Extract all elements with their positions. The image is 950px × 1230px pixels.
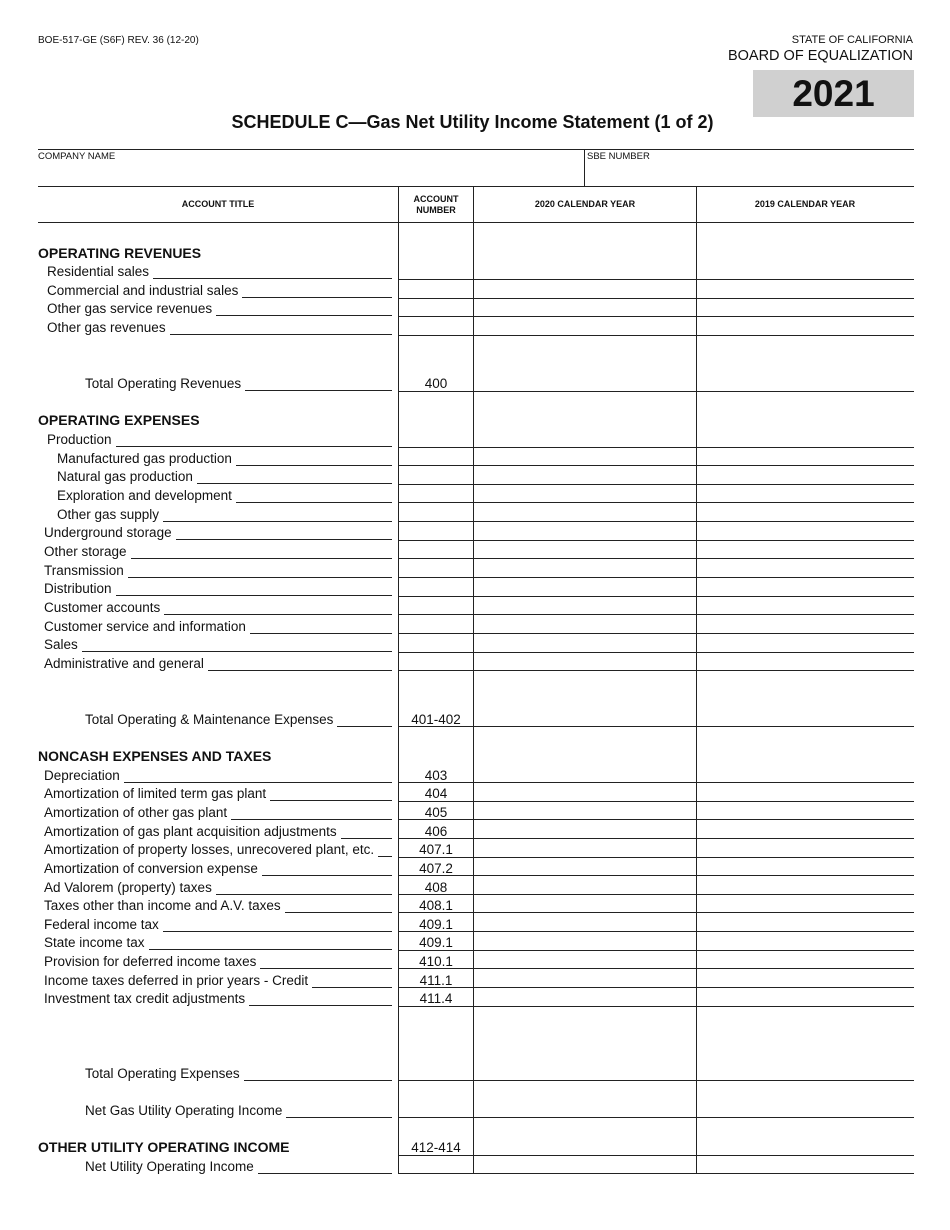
row-rule bbox=[398, 1117, 914, 1118]
fill-line bbox=[258, 1173, 392, 1174]
row-rule bbox=[398, 298, 914, 299]
row-rule bbox=[398, 875, 914, 876]
row-rule bbox=[398, 1080, 914, 1081]
fill-line bbox=[164, 614, 392, 615]
fill-line bbox=[378, 856, 392, 857]
account-number: 409.1 bbox=[419, 935, 453, 950]
row-rule bbox=[398, 652, 914, 653]
row-label: Other gas service revenues bbox=[47, 301, 213, 316]
row-rule bbox=[398, 670, 914, 671]
section-other-utility-income: OTHER UTILITY OPERATING INCOME bbox=[38, 1139, 290, 1155]
row-label: Amortization of other gas plant bbox=[44, 805, 228, 820]
row-label: Other gas supply bbox=[57, 507, 160, 522]
row-rule bbox=[398, 502, 914, 503]
fill-line bbox=[341, 838, 392, 839]
row-rule bbox=[398, 931, 914, 932]
row-label: Provision for deferred income taxes bbox=[44, 954, 257, 969]
fill-line bbox=[163, 931, 392, 932]
row-label: Amortization of property losses, unrecovered plant, etc. bbox=[44, 842, 375, 857]
fill-line bbox=[312, 987, 392, 988]
row-label: Income taxes deferred in prior years - Credit bbox=[44, 973, 309, 988]
top-rule bbox=[38, 149, 914, 150]
account-number: 403 bbox=[424, 768, 448, 783]
row-label: Investment tax credit adjustments bbox=[44, 991, 246, 1006]
row-label: Ad Valorem (property) taxes bbox=[44, 880, 212, 895]
account-number: 405 bbox=[424, 805, 448, 820]
row-rule bbox=[398, 1155, 914, 1156]
fill-line bbox=[163, 521, 392, 522]
fill-line bbox=[116, 595, 392, 596]
fill-line bbox=[208, 670, 392, 671]
row-label: Customer accounts bbox=[44, 600, 161, 615]
net-utility-income-label: Net Utility Operating Income bbox=[85, 1159, 254, 1174]
row-rule bbox=[398, 614, 914, 615]
row-label: Distribution bbox=[44, 581, 112, 596]
account-number: 409.1 bbox=[419, 917, 453, 932]
row-label: Administrative and general bbox=[44, 656, 204, 671]
total-label: Total Operating Revenues bbox=[85, 376, 242, 391]
row-label: Natural gas production bbox=[57, 469, 193, 484]
state-name: STATE OF CALIFORNIA bbox=[791, 34, 913, 46]
row-rule bbox=[398, 782, 914, 783]
account-number: 408 bbox=[424, 880, 448, 895]
total-label: Total Operating & Maintenance Expenses bbox=[85, 712, 334, 727]
row-rule bbox=[398, 801, 914, 802]
row-rule bbox=[398, 819, 914, 820]
sbe-number-label: SBE NUMBER bbox=[587, 151, 650, 162]
fill-line bbox=[131, 558, 392, 559]
fill-line bbox=[124, 782, 392, 783]
row-label: Other storage bbox=[44, 544, 127, 559]
section-operating-revenues: OPERATING REVENUES bbox=[38, 245, 202, 261]
row-label: Amortization of conversion expense bbox=[44, 861, 258, 876]
header-bottom-rule bbox=[38, 222, 914, 223]
row-label: Production bbox=[47, 432, 112, 447]
account-number: 404 bbox=[424, 786, 448, 801]
account-number: 411.1 bbox=[419, 973, 453, 988]
row-rule bbox=[398, 894, 914, 895]
account-number: 407.2 bbox=[419, 861, 453, 876]
row-label: Other gas revenues bbox=[47, 320, 166, 335]
col-account-number: ACCOUNT NUMBER bbox=[413, 194, 459, 215]
fill-line bbox=[231, 819, 392, 820]
fill-line bbox=[236, 465, 392, 466]
row-rule bbox=[398, 596, 914, 597]
row-label: Manufactured gas production bbox=[57, 451, 232, 466]
page-title: SCHEDULE C—Gas Net Utility Income Statement (1 of 2) bbox=[231, 112, 714, 132]
col-2020: 2020 CALENDAR YEAR bbox=[534, 199, 636, 209]
company-name-field[interactable] bbox=[38, 163, 583, 184]
fill-line bbox=[176, 539, 392, 540]
fill-line bbox=[149, 949, 392, 950]
account-number: 412-414 bbox=[411, 1140, 461, 1155]
row-label: State income tax bbox=[44, 935, 145, 950]
account-number: 407.1 bbox=[419, 842, 453, 857]
row-rule bbox=[398, 447, 914, 448]
fill-line bbox=[216, 894, 392, 895]
fill-line bbox=[244, 1080, 392, 1081]
col-2019: 2019 CALENDAR YEAR bbox=[754, 199, 856, 209]
company-sbe-divider bbox=[584, 149, 585, 186]
row-label: Transmission bbox=[44, 563, 124, 578]
fill-line bbox=[116, 446, 392, 447]
row-label: Residential sales bbox=[47, 264, 150, 279]
row-rule bbox=[398, 540, 914, 541]
account-number: 411.4 bbox=[419, 991, 453, 1006]
account-number: 410.1 bbox=[419, 954, 453, 969]
row-rule bbox=[398, 465, 914, 466]
fill-line bbox=[260, 968, 392, 969]
fill-line bbox=[245, 390, 392, 391]
row-label: Amortization of gas plant acquisition adjustments bbox=[44, 824, 337, 839]
section-operating-expenses: OPERATING EXPENSES bbox=[38, 412, 200, 428]
company-name-label: COMPANY NAME bbox=[38, 151, 116, 162]
row-label: Federal income tax bbox=[44, 917, 159, 932]
net-gas-utility-income-label: Net Gas Utility Operating Income bbox=[85, 1103, 283, 1118]
fill-line bbox=[286, 1117, 392, 1118]
row-rule bbox=[398, 987, 914, 988]
account-number: 400 bbox=[424, 376, 448, 391]
fill-line bbox=[262, 875, 392, 876]
row-rule bbox=[398, 316, 914, 317]
account-number: 408.1 bbox=[419, 898, 453, 913]
row-label: Taxes other than income and A.V. taxes bbox=[44, 898, 281, 913]
row-rule bbox=[398, 391, 914, 392]
row-label: Customer service and information bbox=[44, 619, 246, 634]
fill-line bbox=[128, 577, 392, 578]
form-number: BOE-517-GE (S6F) REV. 36 (12-20) bbox=[38, 35, 199, 46]
row-rule bbox=[398, 279, 914, 280]
row-label: Sales bbox=[44, 637, 78, 652]
fill-line bbox=[153, 278, 392, 279]
row-label: Exploration and development bbox=[57, 488, 232, 503]
board-name: BOARD OF EQUALIZATION bbox=[727, 48, 913, 64]
row-rule bbox=[398, 577, 914, 578]
col-account-title: ACCOUNT TITLE bbox=[181, 199, 255, 209]
row-rule bbox=[398, 633, 914, 634]
account-number: 406 bbox=[424, 824, 448, 839]
row-rule bbox=[398, 726, 914, 727]
row-rule bbox=[398, 912, 914, 913]
row-label: Amortization of limited term gas plant bbox=[44, 786, 267, 801]
row-rule bbox=[398, 484, 914, 485]
row-rule bbox=[398, 1173, 914, 1174]
fill-line bbox=[285, 912, 392, 913]
row-rule bbox=[398, 857, 914, 858]
row-rule bbox=[398, 1006, 914, 1007]
total-operating-expenses-label: Total Operating Expenses bbox=[85, 1066, 240, 1081]
row-rule bbox=[398, 950, 914, 951]
fill-line bbox=[337, 726, 392, 727]
row-rule bbox=[398, 335, 914, 336]
row-label: Underground storage bbox=[44, 525, 172, 540]
row-label: Depreciation bbox=[44, 768, 120, 783]
fill-line bbox=[249, 1005, 392, 1006]
row-label: Commercial and industrial sales bbox=[47, 283, 239, 298]
header-top-rule bbox=[38, 186, 914, 187]
sbe-number-field[interactable] bbox=[587, 163, 912, 184]
row-rule bbox=[398, 838, 914, 839]
fill-line bbox=[170, 334, 392, 335]
fill-line bbox=[250, 633, 392, 634]
fill-line bbox=[236, 502, 392, 503]
row-rule bbox=[398, 521, 914, 522]
fill-line bbox=[82, 651, 392, 652]
fill-line bbox=[242, 297, 392, 298]
section-noncash-expenses: NONCASH EXPENSES AND TAXES bbox=[38, 748, 272, 764]
form-year: 2021 bbox=[753, 70, 914, 117]
fill-line bbox=[216, 315, 392, 316]
row-rule bbox=[398, 968, 914, 969]
row-rule bbox=[398, 558, 914, 559]
fill-line bbox=[270, 800, 392, 801]
account-number: 401-402 bbox=[411, 712, 461, 727]
fill-line bbox=[197, 483, 392, 484]
